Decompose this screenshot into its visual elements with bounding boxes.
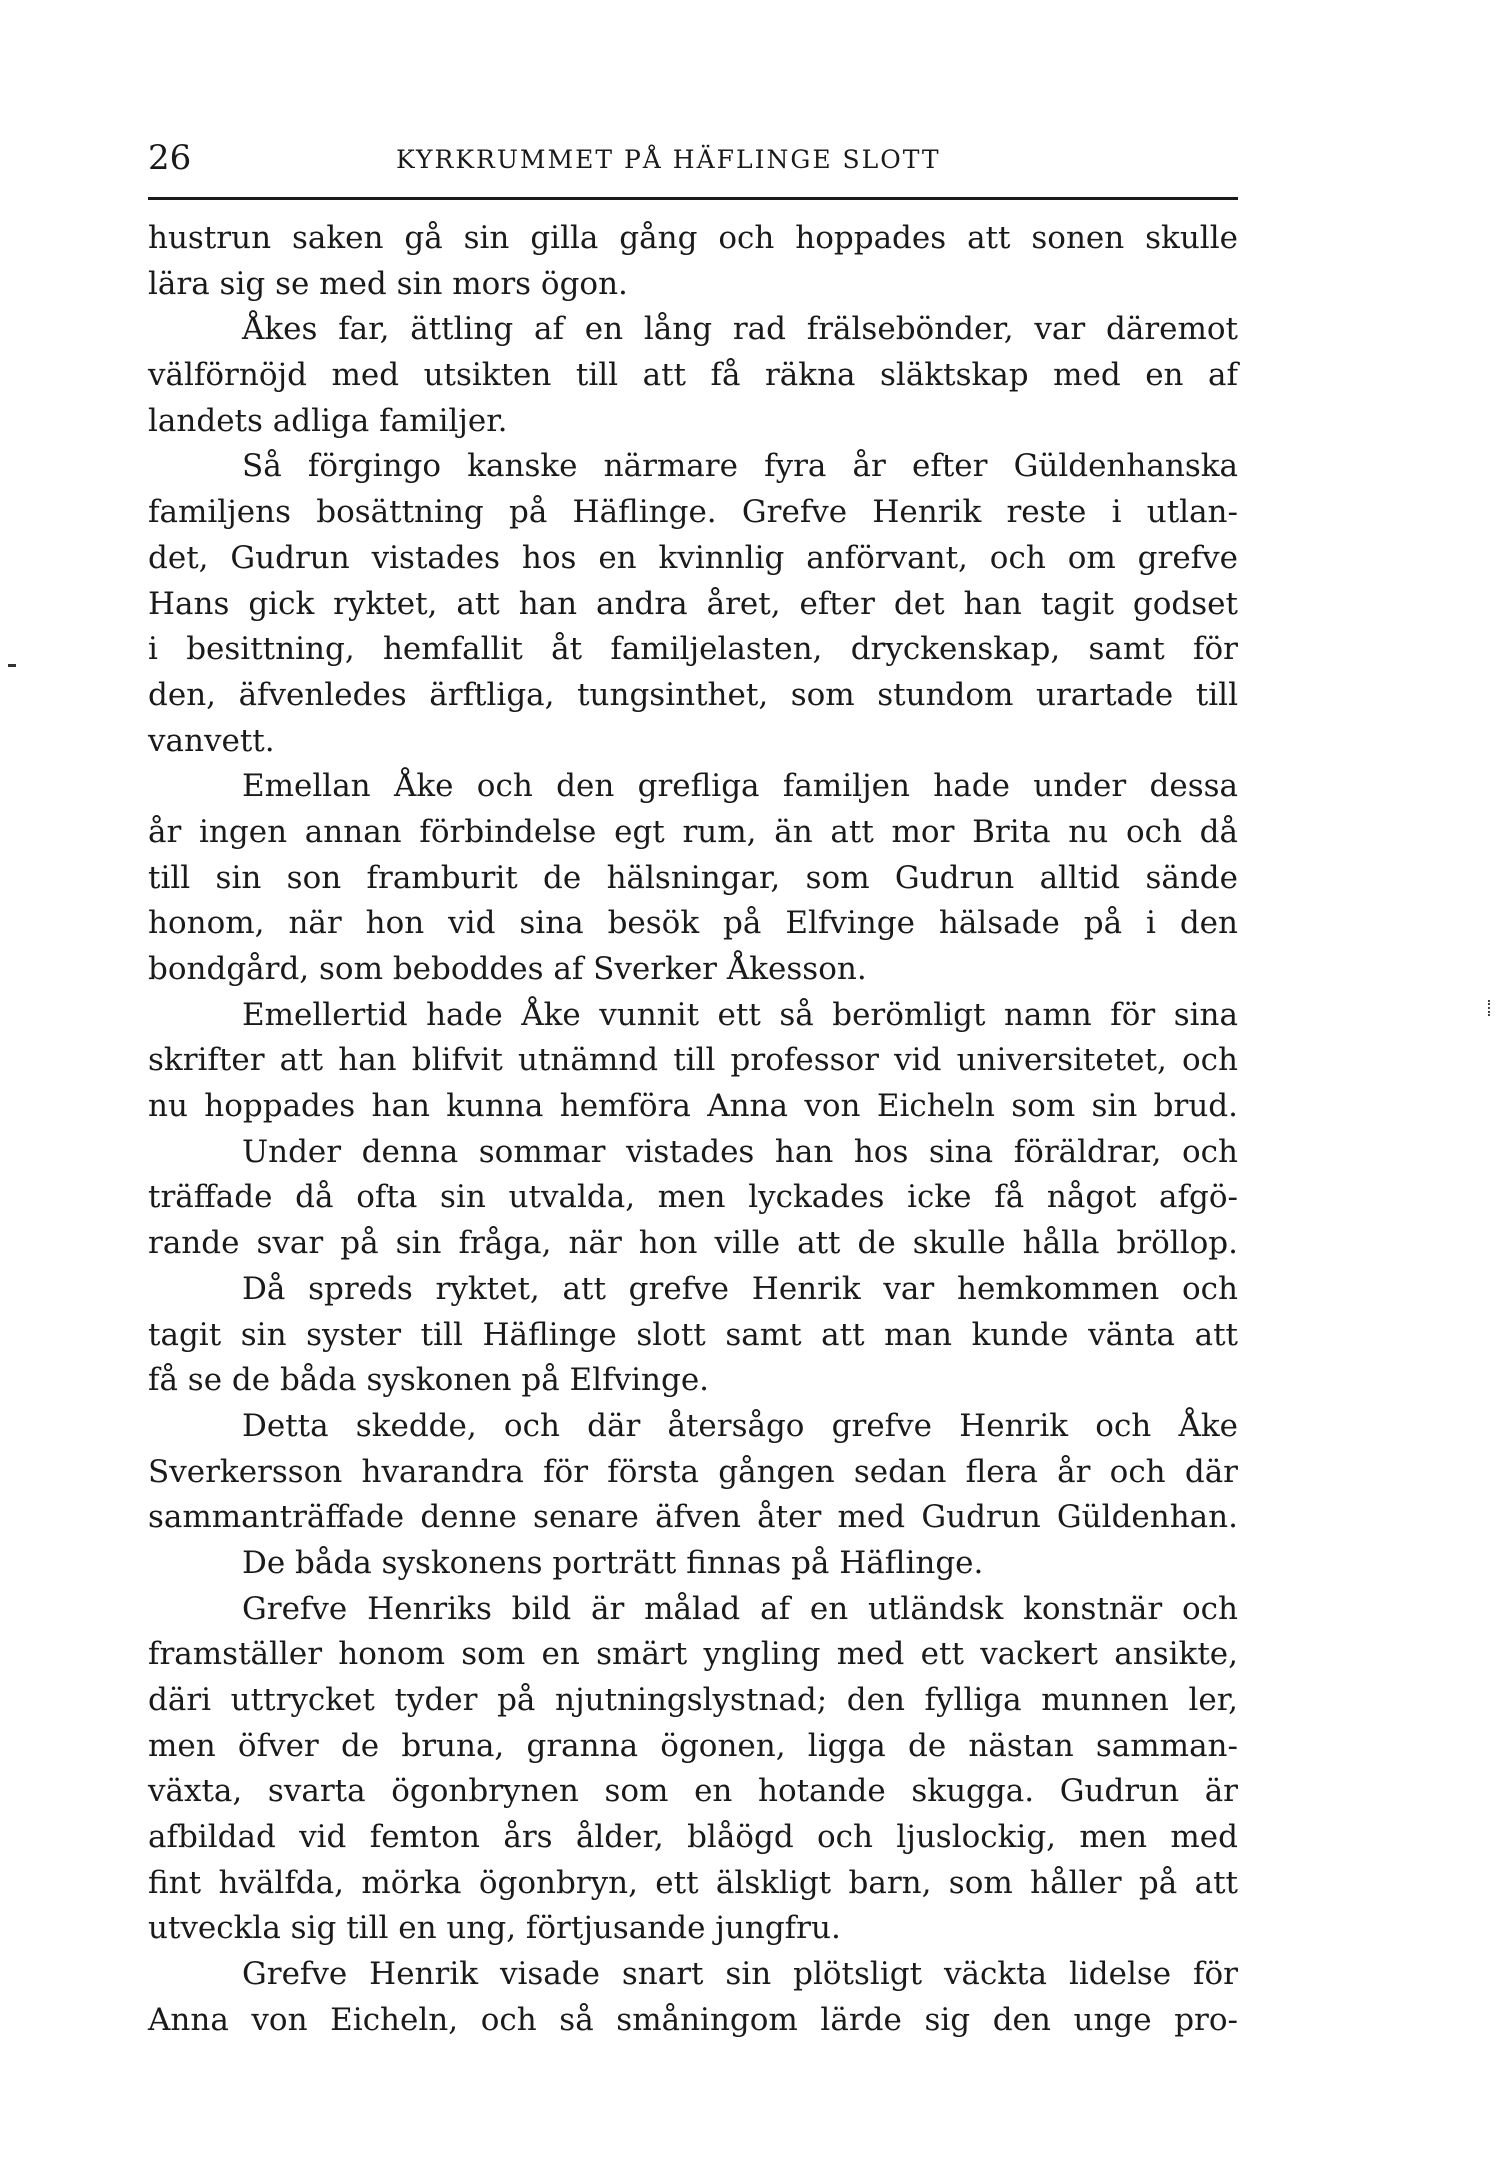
text-line: Anna von Eicheln, och så småningom lärde sig den unge pro- — [148, 2001, 1238, 2038]
text-line: i besittning, hemfallit åt familjelasten, dryckenskap, samt för — [148, 631, 1238, 668]
text-line: växta, svarta ögonbrynen som en hotande skugga. Gudrun är — [148, 1773, 1238, 1810]
running-head: KYRKRUMMET PÅ HÄFLINGE SLOTT — [396, 145, 941, 174]
page-number: 26 — [148, 138, 192, 178]
text-line: den, äfvenledes ärftliga, tungsinthet, som stundom urartade till — [148, 676, 1238, 713]
text-line: Då spreds ryktet, att grefve Henrik var hemkommen och — [242, 1270, 1238, 1307]
body-text — [148, 216, 1238, 2044]
text-line: framställer honom som en smärt yngling med ett vackert ansikte, — [148, 1636, 1238, 1673]
margin-mark — [1488, 1000, 1495, 1016]
text-line: vanvett. — [148, 722, 275, 759]
text-line: nu hoppades han kunna hemföra Anna von Eicheln som sin brud. — [148, 1088, 1238, 1125]
page-header — [148, 138, 1238, 184]
text-line: år ingen annan förbindelse egt rum, än att mor Brita nu och då — [148, 813, 1238, 850]
margin-mark — [8, 664, 16, 667]
text-line: sammanträffade denne senare äfven åter med Gudrun Güldenhan. — [148, 1499, 1238, 1536]
text-line: Grefve Henriks bild är målad af en utländsk konstnär och — [242, 1590, 1238, 1627]
text-line: familjens bosättning på Häflinge. Grefve Henrik reste i utlan- — [148, 494, 1238, 531]
text-line: honom, när hon vid sina besök på Elfvinge hälsade på i den — [148, 905, 1238, 942]
text-line: Hans gick ryktet, att han andra året, efter det han tagit godset — [148, 585, 1238, 622]
text-line: Under denna sommar vistades han hos sina föräldrar, och — [242, 1133, 1238, 1170]
text-line: afbildad vid femton års ålder, blåögd och ljuslockig, men med — [148, 1819, 1238, 1856]
text-line: landets adliga familjer. — [148, 402, 508, 439]
text-line: rande svar på sin fråga, när hon ville att de skulle hålla bröllop. — [148, 1225, 1238, 1262]
text-line: utveckla sig till en ung, förtjusande jungfru. — [148, 1910, 841, 1947]
text-line: däri uttrycket tyder på njutningslystnad; den fylliga munnen ler, — [148, 1682, 1238, 1718]
text-line: Emellertid hade Åke vunnit ett så berömligt namn för sina — [242, 996, 1238, 1033]
text-line: träffade då ofta sin utvalda, men lyckades icke få något afgö- — [148, 1179, 1238, 1216]
text-line: till sin son framburit de hälsningar, som Gudrun alltid sände — [148, 859, 1238, 896]
text-line: men öfver de bruna, granna ögonen, ligga de nästan samman- — [148, 1727, 1238, 1764]
text-line: tagit sin syster till Häflinge slott samt att man kunde vänta att — [148, 1316, 1238, 1353]
text-line: Åkes far, ättling af en lång rad frälsebönder, var däremot — [242, 311, 1238, 348]
text-line: Detta skedde, och där återsågo grefve Henrik och Åke — [242, 1407, 1238, 1444]
text-line: lära sig se med sin mors ögon. — [148, 265, 628, 302]
text-line: välförnöjd med utsikten till att få räkna släktskap med en af — [148, 357, 1238, 394]
text-line: skrifter att han blifvit utnämnd till professor vid universitetet, och — [148, 1042, 1238, 1079]
header-rule — [148, 197, 1238, 200]
text-line: få se de båda syskonen på Elfvinge. — [148, 1362, 710, 1399]
text-line: fint hvälfda, mörka ögonbryn, ett älskligt barn, som håller på att — [148, 1864, 1238, 1901]
text-line: Grefve Henrik visade snart sin plötsligt väckta lidelse för — [242, 1956, 1238, 1993]
text-line: De båda syskonens porträtt finnas på Häflinge. — [242, 1544, 984, 1581]
text-line: det, Gudrun vistades hos en kvinnlig anförvant, och om grefve — [148, 539, 1238, 576]
text-line: Så förgingo kanske närmare fyra år efter Güldenhanska — [242, 448, 1238, 485]
text-line: Sverkersson hvarandra för första gången sedan flera år och där — [148, 1453, 1238, 1490]
text-line: hustrun saken gå sin gilla gång och hoppades att sonen skulle — [148, 220, 1238, 256]
text-line: bondgård, som beboddes af Sverker Åkesson. — [148, 951, 867, 987]
text-line: Emellan Åke och den grefliga familjen hade under dessa — [242, 768, 1238, 805]
